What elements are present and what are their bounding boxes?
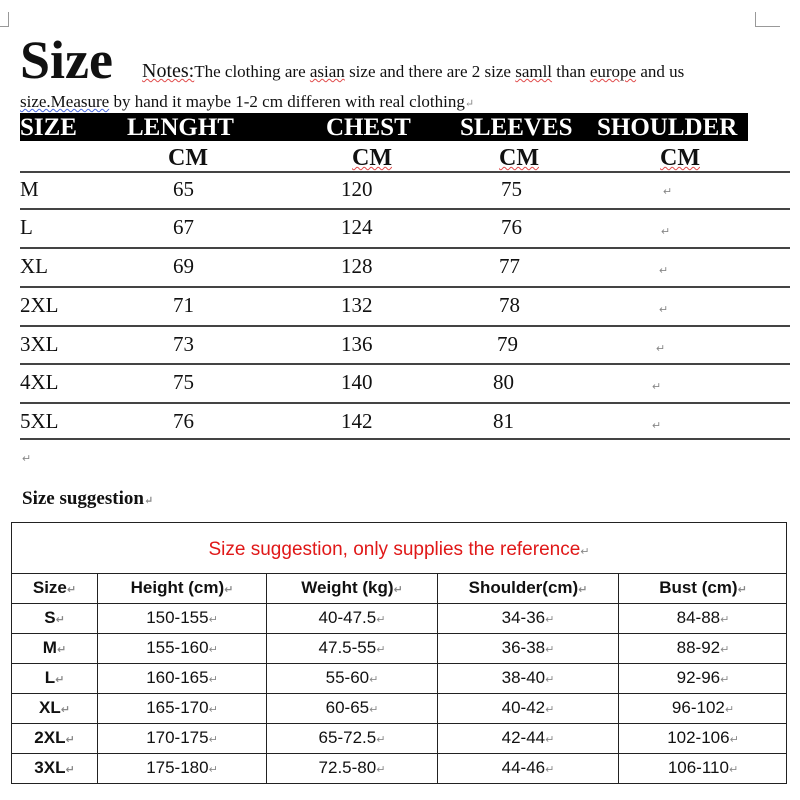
table-cell-bust: 84-88↵ [676, 608, 730, 627]
table-cell-height: 155-160↵ [146, 638, 218, 657]
table-rule [12, 723, 786, 724]
col-header-size: Size↵ [32, 578, 77, 597]
paragraph-mark: ↵ [656, 343, 666, 355]
chest-cell: 132 [341, 293, 373, 317]
table-rule [12, 753, 786, 754]
notes-line-2 [20, 92, 474, 112]
table-cell-height: 175-180↵ [146, 758, 218, 777]
row-divider [20, 171, 790, 173]
table-cell-bust: 106-110↵ [667, 758, 739, 777]
paragraph-mark: ↵ [652, 420, 662, 432]
table-cell-size: XL↵ [39, 698, 70, 717]
row-divider [20, 438, 790, 440]
size-suggestion-heading-text: Size suggestion [22, 488, 144, 509]
sleeves-cell: 81 [493, 409, 514, 433]
notes-text: size and there are 2 size [344, 62, 516, 81]
size-cell: 2XL [20, 293, 59, 317]
table-cell-size: M↵ [42, 638, 67, 657]
chest-cell: 136 [341, 332, 373, 356]
length-cell: 75 [173, 370, 194, 394]
table-cell-weight: 72.5-80↵ [318, 758, 386, 777]
header-size: SIZE [20, 114, 77, 141]
sleeves-cell: 77 [499, 254, 520, 278]
paragraph-mark: ↵ [143, 495, 154, 507]
row-divider [20, 208, 790, 210]
table-cell-weight: 65-72.5↵ [318, 728, 386, 747]
row-divider [20, 402, 790, 404]
table-cell-size: S↵ [44, 608, 65, 627]
col-header-weight: Weight (kg)↵ [301, 578, 403, 597]
paragraph-mark: ↵ [659, 304, 669, 316]
header-sleeves: SLEEVES [460, 114, 573, 141]
notes-word: samll [515, 62, 553, 81]
sleeves-cell: 80 [493, 370, 514, 394]
length-cell: 67 [173, 215, 194, 239]
table-cell-shoulder: 36-38↵ [501, 638, 555, 657]
table-caption-text: Size suggestion, only supplies the reference [208, 539, 581, 560]
row-divider [20, 363, 790, 365]
notes-text: and us [636, 62, 685, 81]
notes-text: than [552, 62, 590, 81]
table-rule [12, 573, 786, 574]
table-cell-weight: 47.5-55↵ [318, 638, 386, 657]
paragraph-mark: ↵ [663, 186, 673, 198]
notes-text: by hand it maybe 1-2 cm differen with real clothing [109, 92, 465, 111]
table-cell-weight: 60-65↵ [325, 698, 379, 717]
unit-shoulder: CM [660, 145, 700, 171]
table-cell-size: 2XL↵ [34, 728, 75, 747]
table-cell-height: 150-155↵ [146, 608, 218, 627]
chest-cell: 120 [341, 177, 373, 201]
notes-word: asian [309, 62, 345, 81]
sleeves-cell: 79 [497, 332, 518, 356]
table-cell-bust: 96-102↵ [671, 698, 735, 717]
sleeves-cell: 75 [501, 177, 522, 201]
paragraph-mark: ↵ [22, 453, 32, 465]
notes-word: size.Measure [20, 92, 110, 111]
size-cell: XL [20, 254, 48, 278]
length-cell: 76 [173, 409, 194, 433]
col-header-shoulder: Shoulder(cm)↵ [468, 578, 588, 597]
sleeves-cell: 78 [499, 293, 520, 317]
chest-cell: 128 [341, 254, 373, 278]
table-cell-bust: 88-92↵ [676, 638, 730, 657]
row-divider [20, 286, 790, 288]
size-cell: M [20, 177, 39, 201]
length-cell: 65 [173, 177, 194, 201]
size-suggestion-table [11, 522, 787, 784]
row-divider [20, 325, 790, 327]
length-cell: 71 [173, 293, 194, 317]
page-corner-mark-right [755, 12, 780, 27]
paragraph-mark: ↵ [464, 98, 475, 110]
table-rule [12, 633, 786, 634]
page-title: Size [20, 30, 113, 90]
paragraph-mark: ↵ [652, 381, 662, 393]
table-rule [12, 603, 786, 604]
table-cell-weight: 40-47.5↵ [318, 608, 386, 627]
table-caption [12, 539, 786, 561]
chest-cell: 124 [341, 215, 373, 239]
table-rule [12, 693, 786, 694]
page-corner-mark-left [0, 12, 9, 27]
size-cell: 5XL [20, 409, 59, 433]
table-cell-shoulder: 34-36↵ [501, 608, 555, 627]
length-cell: 69 [173, 254, 194, 278]
size-cell: L [20, 215, 33, 239]
notes-text: The clothing are [194, 62, 310, 81]
table-cell-shoulder: 42-44↵ [501, 728, 555, 747]
chest-cell: 142 [341, 409, 373, 433]
size-cell: 4XL [20, 370, 59, 394]
size-suggestion-heading [22, 488, 153, 510]
row-divider [20, 247, 790, 249]
paragraph-mark: ↵ [580, 546, 590, 558]
size-cell: 3XL [20, 332, 59, 356]
length-cell: 73 [173, 332, 194, 356]
col-header-height: Height (cm)↵ [130, 578, 234, 597]
notes-line-1 [142, 60, 684, 83]
table-cell-bust: 102-106↵ [667, 728, 739, 747]
notes-label: Notes: [142, 60, 195, 82]
sleeves-cell: 76 [501, 215, 522, 239]
unit-sleeves: CM [499, 145, 539, 171]
paragraph-mark: ↵ [661, 226, 671, 238]
table-cell-shoulder: 40-42↵ [501, 698, 555, 717]
table-cell-height: 170-175↵ [146, 728, 218, 747]
header-chest: CHEST [326, 114, 411, 141]
notes-word: europe [589, 62, 637, 81]
unit-chest: CM [352, 145, 392, 171]
table-cell-weight: 55-60↵ [325, 668, 379, 687]
table-cell-height: 165-170↵ [146, 698, 218, 717]
chest-cell: 140 [341, 370, 373, 394]
unit-length: CM [168, 145, 208, 171]
table-cell-height: 160-165↵ [146, 668, 218, 687]
table-cell-shoulder: 38-40↵ [501, 668, 555, 687]
table-cell-bust: 92-96↵ [676, 668, 730, 687]
col-header-bust: Bust (cm)↵ [659, 578, 747, 597]
paragraph-mark: ↵ [659, 265, 669, 277]
header-shoulder: SHOULDER [597, 114, 738, 141]
table-rule [12, 663, 786, 664]
table-cell-shoulder: 44-46↵ [501, 758, 555, 777]
table-cell-size: 3XL↵ [34, 758, 75, 777]
table-cell-size: L↵ [44, 668, 65, 687]
header-length: LENGHT [127, 114, 234, 141]
